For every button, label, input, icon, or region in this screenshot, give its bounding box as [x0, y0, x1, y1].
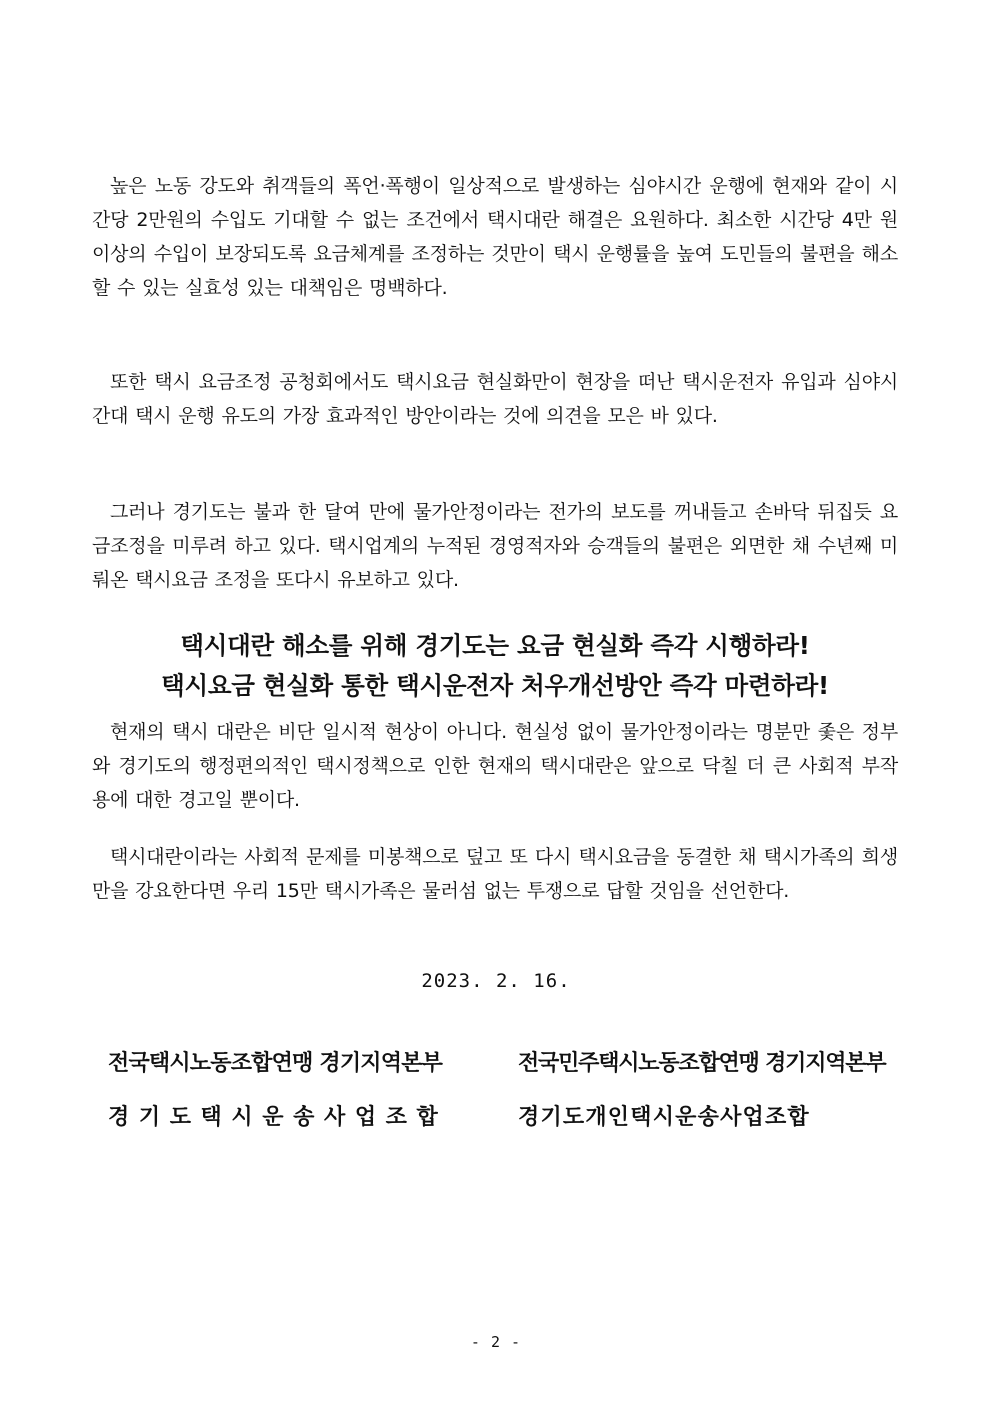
signatory-right-1: 전국민주택시노동조합연맹 경기지역본부 — [518, 1050, 886, 1076]
body-paragraph-5: 택시대란이라는 사회적 문제를 미봉책으로 덮고 또 다시 택시요금을 동결한 채 택시가족의 희생만을 강요한다면 우리 15만 택시가족은 물러섬 없는 투쟁으로 답할 것임을 선언한다. — [92, 846, 898, 902]
headline-1: 택시대란 해소를 위해 경기도는 요금 현실화 즉각 시행하라! — [180, 631, 810, 660]
body-paragraph-3: 그러나 경기도는 불과 한 달여 만에 물가안정이라는 전가의 보도를 꺼내들고 손바닥 뒤집듯 요금조정을 미루려 하고 있다. 택시업계의 누적된 경영적자와 승객들의 불편은 외면한 채 수년째 미뤄온 택시요금 조정을 또다시 유보하고 있다. — [92, 501, 898, 591]
body-paragraph-2: 또한 택시 요금조정 공청회에서도 택시요금 현실화만이 현장을 떠난 택시운전자 유입과 심야시간대 택시 운행 유도의 가장 효과적인 방안이라는 것에 의견을 모은 바 있다. — [92, 371, 898, 427]
headline-2: 택시요금 현실화 통한 택시운전자 처우개선방안 즉각 마련하라! — [161, 671, 829, 700]
signatory-right-2: 경기도개인택시운송사업조합 — [518, 1104, 810, 1130]
page-number: - 2 - — [470, 1333, 522, 1351]
body-paragraph-1: 높은 노동 강도와 취객들의 폭언·폭행이 일상적으로 발생하는 심야시간 운행에 현재와 같이 시간당 2만원의 수입도 기대할 수 없는 조건에서 택시대란 해결은 요원하다. 최소한 시간당 4만 원 이상의 수입이 보장되도록 요금체계를 조정하는 것만이 택시 운행률을 높여 도민들의 불편을 해소할 수 있는 실효성 있는 대책임은 명백하다. — [92, 175, 898, 299]
signatory-left-1: 전국택시노동조합연맹 경기지역본부 — [108, 1050, 443, 1076]
body-paragraph-4: 현재의 택시 대란은 비단 일시적 현상이 아니다. 현실성 없이 물가안정이라는 명분만 좇은 정부와 경기도의 행정편의적인 택시정책으로 인한 현재의 택시대란은 앞으로 닥칠 더 큰 사회적 부작용에 대한 경고일 뿐이다. — [92, 721, 898, 811]
signatory-left-2: 경기도택시운송사업조합 — [108, 1104, 448, 1130]
document-date: 2023. 2. 16. — [421, 970, 571, 992]
